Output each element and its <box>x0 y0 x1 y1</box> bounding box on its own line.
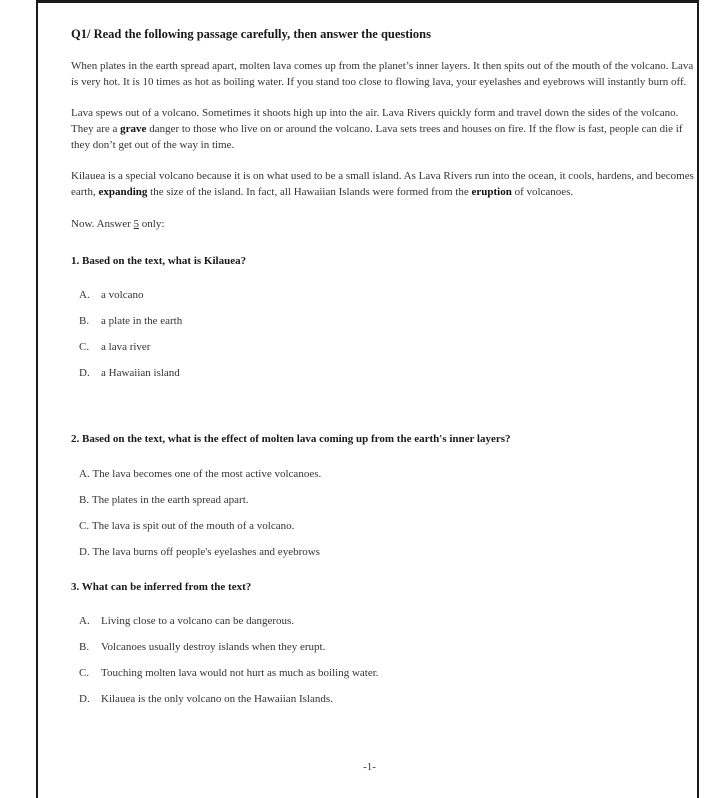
option-letter: D. <box>79 546 90 558</box>
question-1: 1. Based on the text, what is Kilauea? <box>71 255 247 267</box>
q1-option-d[interactable] <box>79 365 697 381</box>
p3-text-c: of volcanoes. <box>511 186 574 198</box>
option-text: a volcano <box>101 289 144 301</box>
q2-option-d[interactable] <box>79 544 697 560</box>
passage-paragraph-3 <box>71 168 697 200</box>
q2-option-c[interactable] <box>79 518 697 534</box>
question-1-options <box>79 287 697 381</box>
option-letter: B. <box>79 494 90 506</box>
passage-paragraph-2 <box>71 105 697 153</box>
option-text: a Hawaiian island <box>101 367 180 379</box>
q1-option-a[interactable] <box>79 287 697 303</box>
option-letter: A. <box>79 615 90 627</box>
q3-option-c[interactable] <box>79 665 697 681</box>
p2-text-b: danger to those who live on or around the volcano. Lava sets trees and houses on fire. If the flow is fast, people can die if they don’t get out of the way in time. <box>71 123 683 151</box>
q2-option-b[interactable] <box>79 492 697 508</box>
option-letter: C. <box>79 341 90 353</box>
question-2-options <box>79 466 697 560</box>
option-text: Living close to a volcano can be dangerous. <box>101 615 295 627</box>
option-text: The lava burns off people's eyelashes and eyebrows <box>92 546 320 558</box>
page-title: Q1/ Read the following passage carefully, then answer the questions <box>71 27 431 41</box>
option-text: The plates in the earth spread apart. <box>91 494 249 506</box>
option-letter: C. <box>79 667 90 679</box>
option-letter: C. <box>79 520 90 532</box>
option-letter: D. <box>79 693 90 705</box>
passage-paragraph-1: When plates in the earth spread apart, molten lava comes up from the planet’s inner layers. It then spits out of the mouth of the volcano. Lava is very hot. It is 10 times as hot as boiling water. If you stand too close to flowing lava, your eyelashes and eyebrows will instantly burn off. <box>71 60 694 88</box>
option-letter: D. <box>79 367 90 379</box>
page-number: -1- <box>363 761 376 773</box>
instruction-pre: Now. Answer <box>71 218 134 230</box>
page-content <box>71 25 697 707</box>
p3-bold-word-1: expanding <box>98 186 148 198</box>
option-letter: B. <box>79 315 90 327</box>
option-letter: A. <box>79 468 90 480</box>
question-2: 2. Based on the text, what is the effect of molten lava coming up from the earth's inner layers? <box>71 433 511 445</box>
q2-option-a[interactable] <box>79 466 697 482</box>
option-text: a plate in the earth <box>101 315 183 327</box>
q1-option-c[interactable] <box>79 339 697 355</box>
q1-option-b[interactable] <box>79 313 697 329</box>
p2-bold-word: grave <box>120 123 147 135</box>
option-text: Touching molten lava would not hurt as much as boiling water. <box>101 667 379 679</box>
p2-text-a: Lava spews out of a volcano. Sometimes it shoots high up into the air. Lava Rivers quickly form and travel down the sides of the volcano. They are a <box>71 107 679 135</box>
q3-option-a[interactable] <box>79 613 697 629</box>
instruction-line <box>71 216 697 232</box>
q3-option-d[interactable] <box>79 691 697 707</box>
option-text: Kilauea is the only volcano on the Hawaiian Islands. <box>101 693 333 705</box>
option-text: a lava river <box>101 341 151 353</box>
q3-option-b[interactable] <box>79 639 697 655</box>
question-3: 3. What can be inferred from the text? <box>71 581 252 593</box>
option-text: The lava becomes one of the most active volcanoes. <box>92 468 322 480</box>
question-3-options <box>79 613 697 707</box>
instruction-number: 5 <box>133 218 140 230</box>
p3-text-a: Kilauea is a special volcano because it is on what used to be a small island. As Lava Rivers run into the ocean, it cools, hardens, and becomes earth, <box>71 170 694 198</box>
document-page <box>36 0 699 798</box>
option-text: Volcanoes usually destroy islands when they erupt. <box>101 641 326 653</box>
p3-text-b: the size of the island. In fact, all Hawaiian Islands were formed from the <box>147 186 472 198</box>
option-letter: A. <box>79 289 90 301</box>
option-text: The lava is spit out of the mouth of a volcano. <box>91 520 295 532</box>
instruction-post: only: <box>139 218 165 230</box>
p3-bold-word-2: eruption <box>471 186 512 198</box>
option-letter: B. <box>79 641 90 653</box>
